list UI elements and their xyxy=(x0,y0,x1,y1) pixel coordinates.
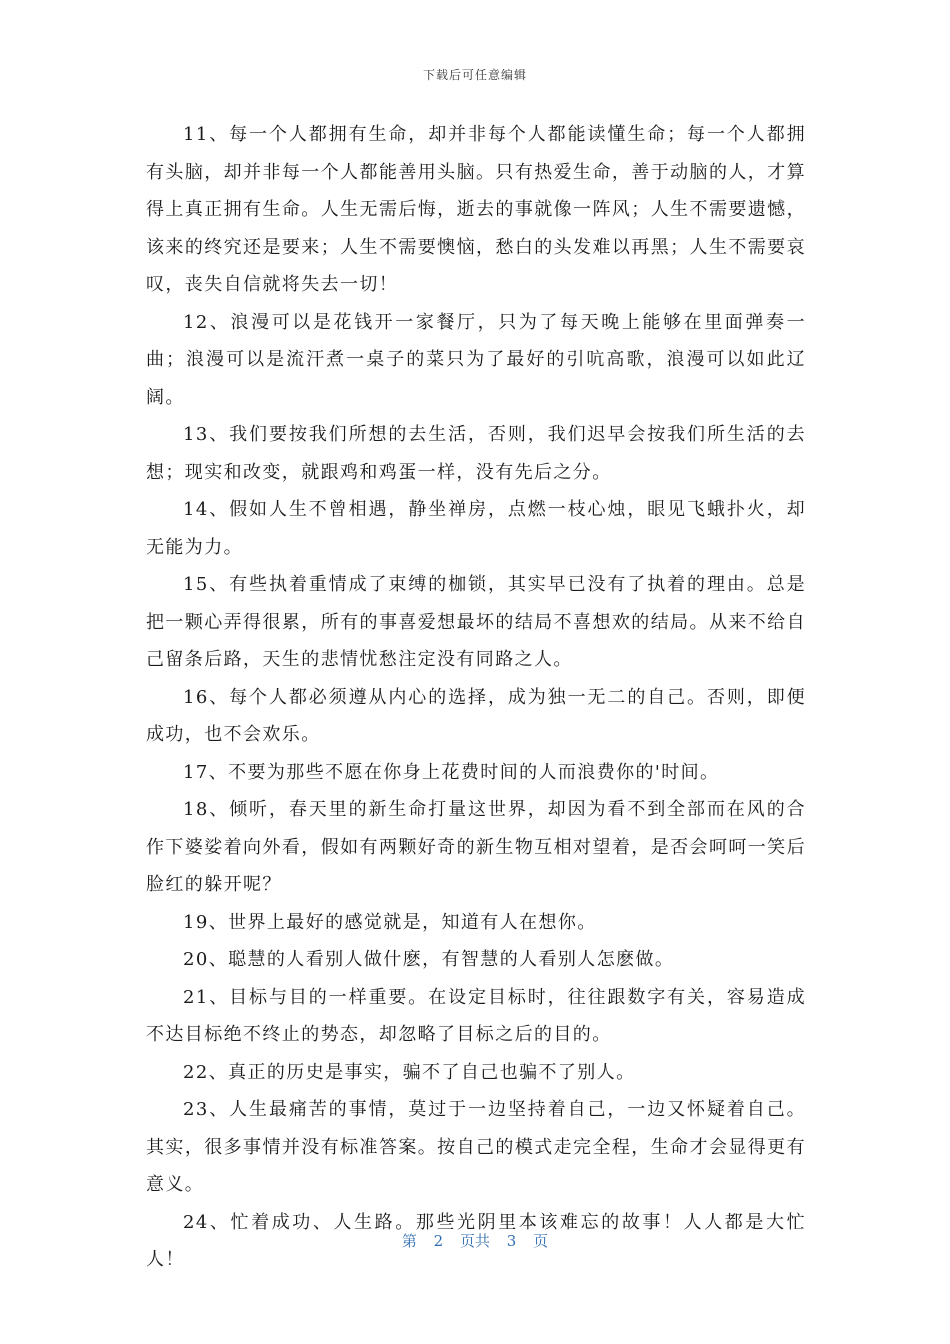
page-footer xyxy=(0,1230,950,1251)
paragraph-19: 19、世界上最好的感觉就是，知道有人在想你。 xyxy=(183,911,597,933)
paragraph-12: 12、浪漫可以是花钱开一家餐厅，只为了每天晚上能够在里面弹奏一曲；浪漫可以是流汗煮一桌子的菜只为了最好的引吭高歌，浪漫可以如此辽阔。 xyxy=(146,311,806,408)
paragraph-23: 23、人生最痛苦的事情，莫过于一边坚持着自己，一边又怀疑着自己。其实，很多事情并没有标准答案。按自己的模式走完全程，生命才会显得更有意义。 xyxy=(146,1099,806,1195)
paragraph-17: 17、不要为那些不愿在你身上花费时间的人而浪费你的'时间。 xyxy=(183,761,720,783)
paragraph-24: 24、忙着成功、人生路。那些光阴里本该难忘的故事！人人都是大忙人！ xyxy=(146,1211,806,1270)
paragraph-11: 11、每一个人都拥有生命，却并非每个人都能读懂生命；每一个人都拥有头脑，却并非每一个人都能善用头脑。只有热爱生命，善于动脑的人，才算得上真正拥有生命。人生无需后悔，逝去的事就像一阵风；人生不需要遗憾，该来的终究还是要来；人生不需要懊恼，愁白的头发难以再黑；人生不需要哀叹，丧失自信就将失去一切！ xyxy=(146,124,806,295)
paragraph-22: 22、真正的历史是事实，骗不了自己也骗不了别人。 xyxy=(183,1061,636,1083)
document-body xyxy=(146,116,806,1279)
footer-suffix: 页 xyxy=(533,1232,549,1250)
footer-middle: 页共 xyxy=(459,1232,490,1250)
paragraph-14: 14、假如人生不曾相遇，静坐禅房，点燃一枝心烛，眼见飞蛾扑火，却无能为力。 xyxy=(146,499,806,558)
paragraph-18: 18、倾听，春天里的新生命打量这世界，却因为看不到全部而在风的合作下婆娑着向外看，假如有两颗好奇的新生物互相对望着，是否会呵呵一笑后脸红的躲开呢？ xyxy=(146,799,806,895)
paragraph-21: 21、目标与目的一样重要。在设定目标时，往往跟数字有关，容易造成不达目标绝不终止的势态，却忽略了目标之后的目的。 xyxy=(146,986,806,1045)
footer-prefix: 第 xyxy=(401,1232,417,1250)
paragraph-13: 13、我们要按我们所想的去生活，否则，我们迟早会按我们所生活的去想；现实和改变，就跟鸡和鸡蛋一样，没有先后之分。 xyxy=(146,424,806,483)
page-header: 下载后可任意编辑 xyxy=(422,68,527,82)
paragraph-15: 15、有些执着重情成了束缚的枷锁，其实早已没有了执着的理由。总是把一颗心弄得很累，所有的事喜爱想最坏的结局不喜想欢的结局。从来不给自己留条后路，天生的悲情忧愁注定没有同路之人。 xyxy=(146,574,806,670)
paragraph-20: 20、聪慧的人看别人做什麽，有智慧的人看别人怎麽做。 xyxy=(183,949,675,970)
paragraph-16: 16、每个人都必须遵从内心的选择，成为独一无二的自己。否则，即便成功，也不会欢乐。 xyxy=(146,686,806,745)
footer-current-page: 2 xyxy=(433,1232,444,1250)
footer-total-pages: 3 xyxy=(506,1232,517,1250)
